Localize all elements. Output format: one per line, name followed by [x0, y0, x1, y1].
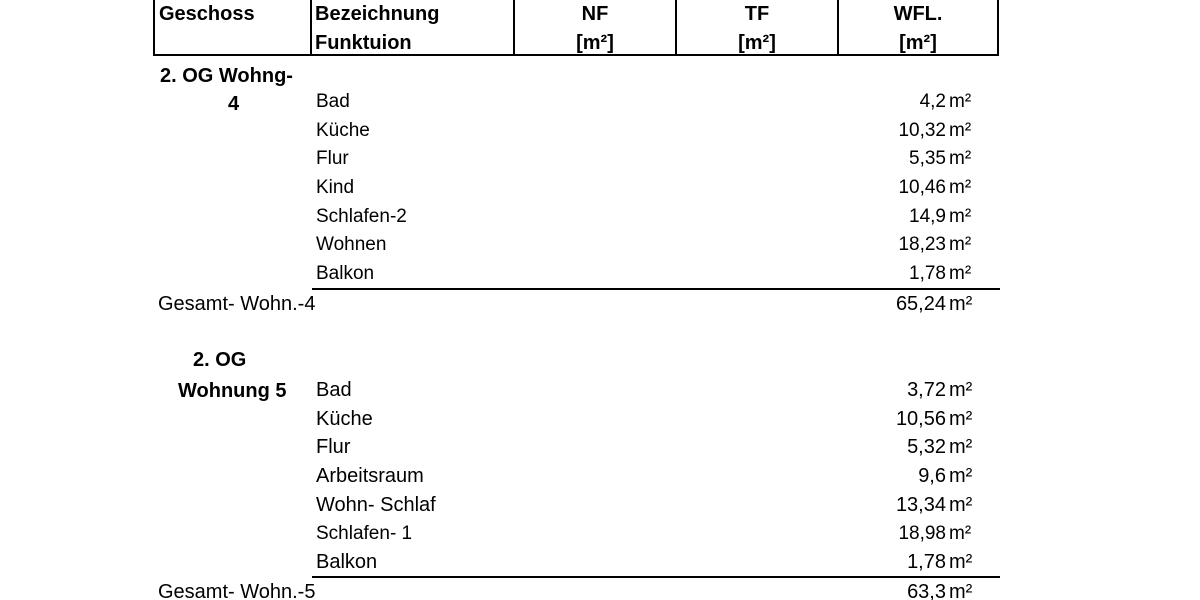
room-label: Bad	[316, 91, 350, 112]
area-unit: m²	[949, 148, 972, 169]
room-label: Arbeitsraum	[316, 465, 424, 487]
section-2-geschoss-line2: Wohnung 5	[178, 380, 287, 402]
room-area: 1,78	[909, 263, 946, 284]
room-label: Wohnen	[316, 234, 387, 255]
area-unit: m²	[949, 494, 973, 516]
room-area: 14,9	[909, 206, 946, 227]
total-area: 63,3	[907, 581, 946, 600]
table-row	[316, 491, 1000, 519]
table-row	[316, 376, 1000, 404]
table-row	[316, 174, 1000, 202]
section-1-total	[158, 290, 1000, 318]
room-label: Schlafen- 1	[316, 523, 413, 544]
section-1-geschoss-line2: 4	[228, 93, 240, 115]
room-label: Bad	[316, 379, 352, 401]
room-area: 10,56	[895, 408, 946, 430]
area-unit: m²	[949, 379, 973, 401]
room-label: Schlafen-2	[316, 206, 407, 227]
header-geschoss: Geschoss	[155, 0, 312, 54]
table-row	[316, 462, 1000, 490]
header-tf: TF [m²]	[677, 0, 839, 54]
table-row	[316, 260, 1000, 288]
room-area: 18,98	[898, 523, 946, 544]
area-unit: m²	[949, 234, 972, 255]
area-unit: m²	[949, 523, 972, 544]
area-unit: m²	[949, 263, 972, 284]
area-unit: m²	[949, 408, 973, 430]
total-area: 65,24	[895, 293, 946, 315]
table-row	[316, 88, 1000, 116]
room-label: Wohn- Schlaf	[316, 494, 436, 516]
room-label: Balkon	[316, 263, 375, 284]
table-row	[316, 231, 1000, 259]
area-unit: m²	[949, 91, 972, 112]
area-unit: m²	[949, 551, 973, 573]
area-unit: m²	[949, 436, 973, 458]
header-wfl: WFL. [m²]	[893, 3, 943, 54]
room-label: Flur	[316, 148, 349, 169]
room-area: 10,32	[898, 120, 946, 141]
table-row	[316, 145, 1000, 173]
section-2-geschoss-line1: 2. OG	[193, 349, 247, 371]
room-area: 5,35	[909, 148, 946, 169]
table-row	[316, 433, 1000, 461]
section-1-geschoss-line1: 2. OG Wohng-	[160, 65, 293, 87]
table-row	[316, 203, 1000, 231]
room-area: 9,6	[918, 465, 946, 487]
room-area: 5,32	[907, 436, 946, 458]
header-bezeichnung: Bezeichnung Funktuion	[312, 0, 515, 54]
area-unit: m²	[949, 581, 973, 600]
area-unit: m²	[949, 206, 972, 227]
room-area: 13,34	[895, 494, 946, 516]
room-label: Flur	[316, 436, 351, 458]
table-header	[153, 0, 999, 56]
table-row	[316, 405, 1000, 433]
total-label: Gesamt- Wohn.-4	[158, 293, 316, 315]
section-2-total	[158, 578, 1000, 600]
room-label: Küche	[316, 120, 370, 141]
room-area: 18,23	[898, 234, 946, 255]
area-unit: m²	[949, 177, 972, 198]
room-label: Küche	[316, 408, 373, 430]
header-nf: NF [m²]	[515, 0, 677, 54]
table-row	[316, 548, 1000, 576]
area-unit: m²	[949, 465, 973, 487]
room-area: 10,46	[898, 177, 946, 198]
table-row	[316, 520, 1000, 548]
room-area: 1,78	[907, 551, 946, 573]
total-label: Gesamt- Wohn.-5	[158, 581, 316, 600]
area-unit: m²	[949, 293, 973, 315]
room-label: Kind	[316, 177, 355, 198]
room-area: 4,2	[919, 91, 946, 112]
table-row	[316, 117, 1000, 145]
room-label: Balkon	[316, 551, 378, 573]
room-area: 3,72	[907, 379, 946, 401]
area-unit: m²	[949, 120, 972, 141]
